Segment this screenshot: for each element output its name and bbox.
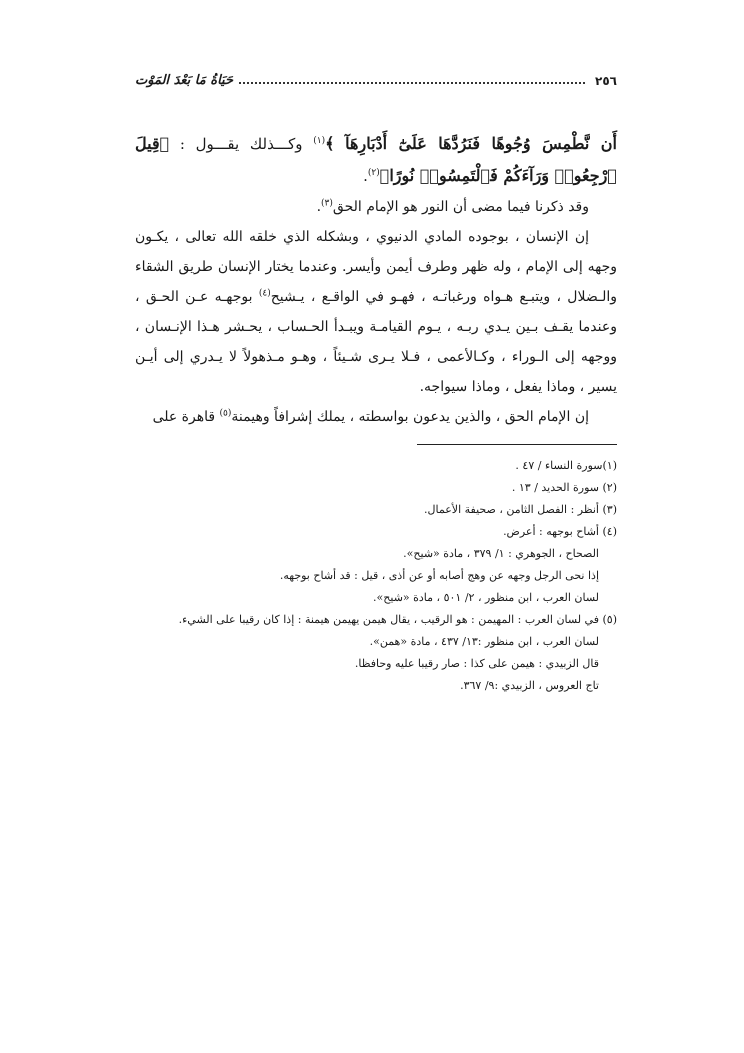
quran-verse-2: ﴿قِيلَ ٱرْجِعُوا۟ وَرَآءَكُمْ فَٱلْتَمِسُوا۟ نُورًا﴾ bbox=[135, 134, 617, 185]
footnote-3: (٣) أنظر : الفصل الثامن ، صحيفة الأعمال. bbox=[424, 503, 617, 516]
footnote-ref-1: (١) bbox=[313, 136, 326, 146]
verse-end-period: . bbox=[363, 167, 368, 185]
quran-verse-1: أَن نَّطْمِسَ وُجُوهًا فَنَرُدَّهَا عَلَىٰٓ أَدْبَارِهَآ bbox=[345, 134, 618, 153]
connector-text: وكـــذلك يقـــول : bbox=[169, 135, 303, 153]
paragraph-2-text-a: إن الإنسان ، بوجوده المادي الدنيوي ، وبشكله الذي خلقه الله تعالى ، يكـون وجهه إلى الإمام ، وله ظهر وطرف أيمن وأيسر. وعندما يختار الإنسان طريق الشقاء والـضلال ، ويتبـع هـواه ورغباتـه ، فهـو في الواقـع ، يـشيح bbox=[135, 229, 617, 305]
paragraph-3 bbox=[135, 402, 617, 432]
paragraph-3-text: إن الإمام الحق ، والذين يدعون بواسطته ، يملك إشرافاً وهيمنة bbox=[231, 409, 589, 425]
main-text bbox=[135, 128, 617, 432]
footnote-4-source-2: إذا نحى الرجل وجهه عن وهج أصابه أو عن أذى ، قيل : قد أشاح بوجهه. bbox=[279, 569, 599, 582]
footnote-4-source-1: الصحاح ، الجوهري : ١/ ٣٧٩ ، مادة «شيح». bbox=[403, 547, 599, 560]
footnote-5: (٥) في لسان العرب : المهيمن : هو الرقيب ، يقال هيمن يهيمن هيمنة : إذا كان رقيبا على الشيء. bbox=[178, 613, 617, 626]
footnote-ref-3: (٣) bbox=[321, 198, 333, 209]
footnote-5-source-1: لسان العرب ، ابن منظور :١٣/ ٤٣٧ ، مادة «همن». bbox=[369, 635, 599, 648]
page bbox=[135, 62, 617, 697]
paragraph-3-end: قاهرة على bbox=[152, 409, 220, 425]
paragraph-1-text: وقد ذكرنا فيما مضى أن النور هو الإمام الحق bbox=[332, 199, 589, 215]
footnote-1: (١)سورة النساء / ٤٧ . bbox=[515, 459, 617, 472]
leader-dots bbox=[239, 81, 585, 84]
footnote-4: (٤) أشاح بوجهه : أعرض. bbox=[503, 525, 617, 538]
running-head bbox=[135, 62, 617, 88]
footnote-5-source-2: قال الزبيدي : هيمن على كذا : صار رقيبا عليه وحافظا. bbox=[354, 657, 599, 670]
footnote-ref-5: (٥) bbox=[219, 408, 232, 419]
footnote-5-source-3: تاج العروس ، الزبيدي :٩/ ٣٦٧. bbox=[460, 679, 599, 692]
page-number: ٢٥٦ bbox=[595, 74, 617, 88]
paragraph-1-period: . bbox=[316, 199, 322, 215]
footnote-ref-4: (٤) bbox=[258, 288, 271, 299]
paragraph-2 bbox=[135, 222, 617, 402]
paragraph-1 bbox=[135, 192, 617, 222]
verse-paragraph bbox=[135, 128, 617, 192]
paragraph-2-text-b: بوجهـه عـن الحـق ، وعندما يقـف بـين يـدي ربـه ، يـوم القيامـة ويبـدأ الحـساب ، يحـشر هـذا الإنـسان ، ووجهه إلى الـوراء ، وكـالأعمى ، فـلا يـرى شـيئاً ، وهـو مـذهولاً لا يـدري إلى أيـن يسير ، وماذا يفعل ، وماذا سيواجه. bbox=[135, 289, 617, 395]
verse-close-bracket: ﴾ bbox=[325, 134, 335, 153]
footnote-ref-2: (٢) bbox=[367, 168, 380, 178]
footnote-rule bbox=[417, 444, 617, 445]
book-title: حَيَاةُ مَا بَعْدَ المَوْت bbox=[135, 73, 233, 88]
footnote-4-source-3: لسان العرب ، ابن منظور ، ٢/ ٥٠١ ، مادة «شيح». bbox=[373, 591, 599, 604]
footnotes bbox=[135, 455, 617, 697]
footnote-2: (٢) سورة الحديد / ١٣ . bbox=[511, 481, 617, 494]
